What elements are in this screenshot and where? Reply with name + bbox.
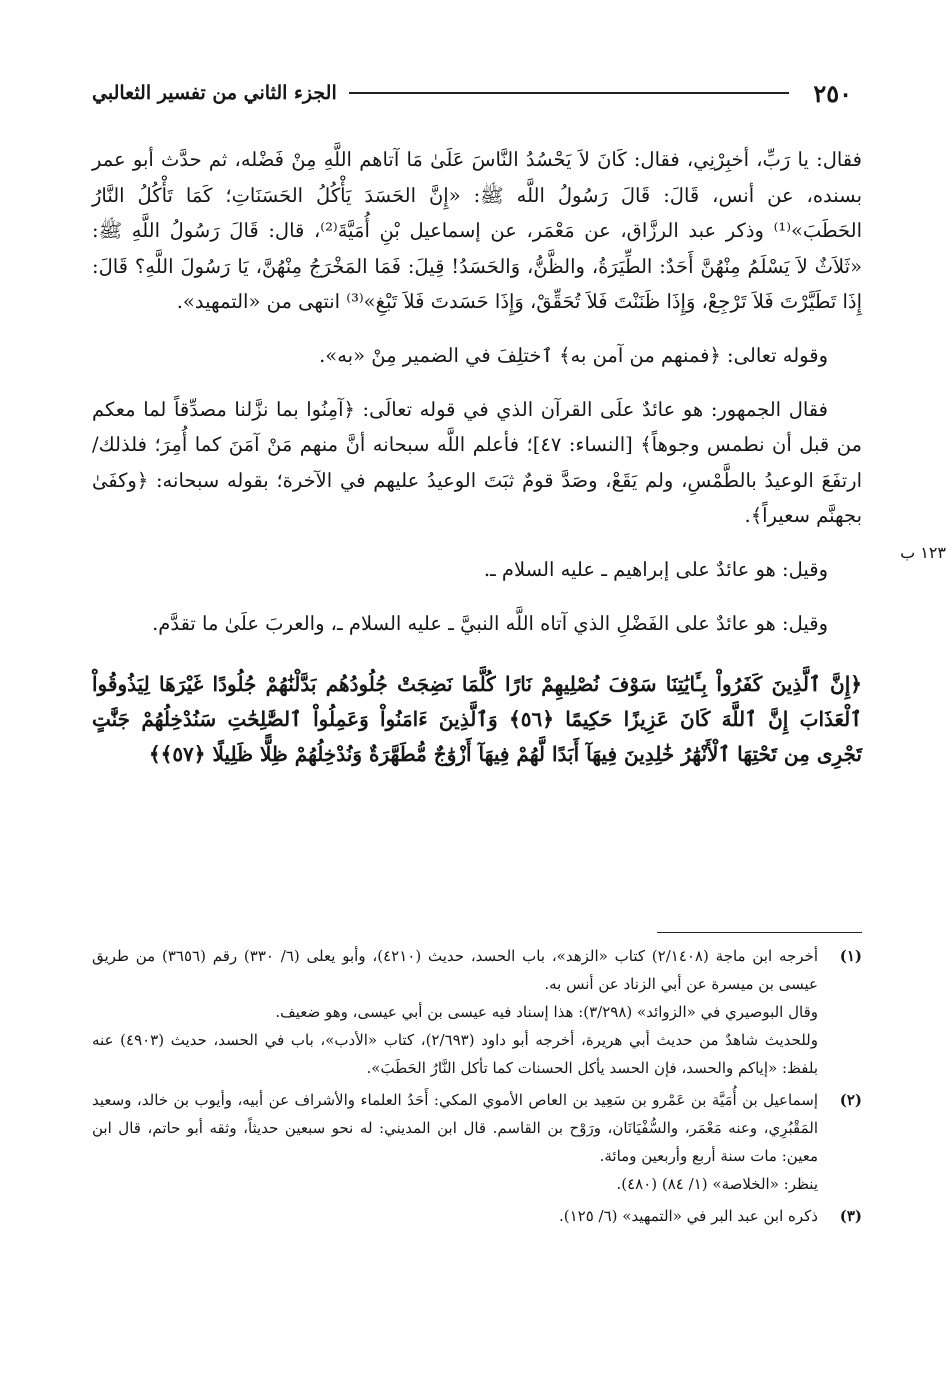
manuscript-folio-note: ١٢٣ ب	[900, 543, 946, 562]
running-title: الجزء الثاني من تفسير الثعالبي	[92, 82, 337, 104]
paragraph-ibrahim-view: وقيل: هو عائدٌ على إبراهيم ـ عليه السلام ـ.	[483, 557, 828, 581]
page-number: ٢٥٠	[813, 78, 852, 108]
footnote-body	[92, 1086, 818, 1198]
footnote-line: وقال البوصيري في «الزوائد» (٣/٢٩٨): هذا إسناد فيه عيسى بن أبي عيسى، وهو ضعيف.	[275, 1003, 818, 1021]
paragraph-verse-commentary: وقوله تعالى: ﴿فمنهم من آمن به﴾ ٱختلِفَ في الضمير مِنْ «به».	[319, 343, 828, 367]
paragraph-hadith: فقال: يا رَبِّ، أخبِرْنِي، فقال: كَانَ لاَ يَحْسُدُ النَّاسَ عَلَىٰ مَا آتاهم اللَّهِ مِنْ فَضْله، ثم حدَّث أبو عمر بسنده، عن أنس، قَالَ: قَالَ رَسُولُ اللَّه ﷺ: «إِنَّ الحَسَدَ يَأْكُلُ الحَسَنَاتِ؛ كَمَا تَأْكُلُ النَّارُ الحَطَبَ»⁽¹⁾ وذكر عبد الرزَّاق، عن مَعْمَر، عن إسماعيل بْنِ أُمَيَّةَ⁽²⁾، قال: قَالَ رَسُولُ اللَّهِ ﷺ: «ثَلاَثٌ لاَ يَسْلَمُ مِنْهُنَّ أَحَدٌ: الطِّيَرَةُ، والظَّنُّ، وَالحَسَدُ! قِيلَ: فَمَا المَخْرَجُ مِنْهُنَّ، يَا رَسُولَ اللَّهِ؟ قَالَ: إِذَا تَطَيَّرْتَ فَلاَ تَرْجِعْ، وَإِذَا ظَنَنْتَ فَلاَ تُحَقِّقْ، وَإِذَا حَسَدتَ فَلاَ تَبْغِ»⁽³⁾ انتهى من «التمهيد».	[92, 148, 862, 314]
footnote-line: وللحديث شاهدٌ من حديث أبي هريرة، أخرجه أبو داود (٢/٦٩٣)، كتاب «الأدب»، باب في الحسد، حديث (٤٩٠٣) عنه بلفظ: «إياكم والحسد، فإن الحسد يأكل الحسنات كما تأكل النَّارُ الحَطَبَ».	[92, 1031, 819, 1077]
footnotes	[92, 942, 862, 1234]
footnote-line: ينظر: «الخلاصة» (١/ ٨٤) (٤٨٠).	[616, 1175, 818, 1193]
paragraph-grace-view: وقيل: هو عائدٌ على الفَضْلِ الذي آتاه اللَّه النبيَّ ـ عليه السلام ـ، والعربَ علَىٰ ما تقدَّم.	[152, 611, 828, 635]
header-rule	[349, 92, 790, 94]
footnote-line: ذكره ابن عبد البر في «التمهيد» (٦/ ١٢٥).	[558, 1207, 818, 1225]
footnote-2	[92, 1086, 862, 1198]
footnote-number: (٢)	[839, 1091, 862, 1109]
footnote-number: (٣)	[839, 1207, 862, 1225]
footnote-1	[92, 942, 862, 1082]
page-header	[92, 76, 852, 110]
footnote-line: أخرجه ابن ماجة (٢/١٤٠٨) كتاب «الزهد»، باب الحسد، حديث (٤٢١٠)، وأبو يعلى (٦/ ٣٣٠) رقم (٣٦٥٦) من طريق عيسى بن ميسرة عن أبي الزناد عن أنس به.	[92, 947, 818, 993]
footnote-body	[92, 1202, 818, 1230]
footnote-rule	[657, 932, 862, 933]
footnote-number: (١)	[839, 947, 862, 965]
footnote-3	[92, 1202, 862, 1230]
main-text	[92, 142, 862, 790]
quran-verses: ﴿إِنَّ ٱلَّذِينَ كَفَرُواْ بِـَٔايَٰتِنَا سَوْفَ نُصْلِيهِمْ نَارًا كُلَّمَا نَضِجَتْ جُلُودُهُم بَدَّلْنَٰهُمْ جُلُودًا غَيْرَهَا لِيَذُوقُواْ ٱلْعَذَابَ إِنَّ ٱللَّهَ كَانَ عَزِيزًا حَكِيمًا ﴿٥٦﴾ وَٱلَّذِينَ ءَامَنُواْ وَعَمِلُواْ ٱلصَّٰلِحَٰتِ سَنُدْخِلُهُمْ جَنَّٰتٍ تَجْرِى مِن تَحْتِهَا ٱلْأَنْهَٰرُ خَٰلِدِينَ فِيهَآ أَبَدًا لَّهُمْ فِيهَآ أَزْوَٰجٌ مُّطَهَّرَةٌ وَنُدْخِلُهُمْ ظِلًّا ظَلِيلًا ﴿٥٧﴾﴾	[92, 672, 862, 767]
footnote-line: إسماعيل بن أُمَيَّة بن عَمْرو بن سَعِيد بن العاص الأموي المكي: أَحَدُ العلماء والأشراف عن أبيه، وأيوب بن خالد، وسعيد المَقْبُرِي، وعنه مَعْمَر، والسُّفْيَانَان، ورَوْح بن القاسم. قال ابن المديني: له نحو سبعين حديثاً، وثقه أبو حاتم، قال ابن معين: مات سنة أربع وأربعين ومائة.	[92, 1091, 818, 1165]
paragraph-majority-view: فقال الجمهور: هو عائدٌ علَى القرآن الذي في قوله تعالَى: ﴿آمِنُوا بما نزَّلنا مصدِّقاً لما معكم من قبل أن نطمس وجوهاً﴾ [النساء: ٤٧]؛ فأعلم اللَّه سبحانه أنَّ منهم مَنْ آمَنَ كما أُمِرَ؛ فلذلك/ ارتفَعَ الوعيدُ بالطَّمْسِ، ولم يَقَعْ، وصَدَّ قومٌ ثبَتَ الوعيدُ عليهم في الآخرة؛ بقوله سبحانه: ﴿وكفَىٰ بجهنَّم سعيراً﴾.	[92, 397, 862, 528]
footnote-body	[92, 942, 818, 1082]
